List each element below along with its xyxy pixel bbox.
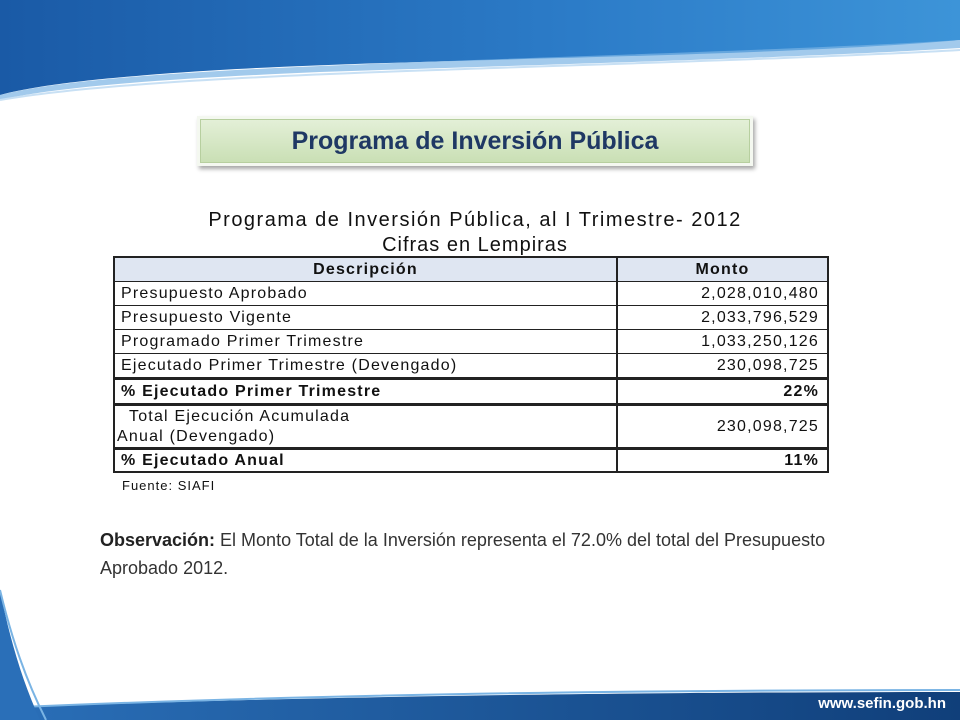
row-label: Programado Primer Trimestre (115, 330, 618, 353)
observation-text: El Monto Total de la Inversión representa el 72.0% del total del Presupuesto Aprobado 2012. (100, 530, 826, 578)
row-label: % Ejecutado Primer Trimestre (115, 380, 618, 403)
table-row (115, 404, 827, 448)
row-label: % Ejecutado Anual (115, 450, 618, 471)
row-label: Ejecutado Primer Trimestre (Devengado) (115, 354, 618, 377)
row-value: 2,033,796,529 (701, 308, 819, 326)
row-value: 22% (783, 382, 819, 400)
investment-table (113, 256, 829, 473)
row-label-multiline (115, 406, 618, 447)
row-value: 230,098,725 (716, 417, 819, 435)
row-label-line2: Anual (Devengado) (117, 427, 276, 445)
table-row (115, 306, 827, 330)
table-row (115, 378, 827, 404)
row-label-line1: Total Ejecución Acumulada (129, 407, 351, 425)
slide-title-banner (197, 116, 753, 166)
row-value: 230,098,725 (716, 356, 819, 374)
footer-swoosh-decoration (0, 560, 960, 720)
table-source: Fuente: SIAFI (122, 478, 216, 493)
observation-label: Observación: (100, 530, 216, 550)
table-title: Programa de Inversión Pública, al I Trimestre- 2012 (208, 209, 742, 231)
slide-title: Programa de Inversión Pública (291, 126, 659, 155)
row-label: Presupuesto Aprobado (115, 282, 618, 305)
table-row (115, 282, 827, 306)
row-label: Presupuesto Vigente (115, 306, 618, 329)
header-amount: Monto (695, 260, 750, 278)
table-subtitle: Cifras en Lempiras (382, 234, 568, 256)
header-swoosh-decoration (0, 0, 960, 110)
row-value: 11% (784, 451, 819, 469)
left-curve-decoration (0, 560, 60, 720)
footer-url: www.sefin.gob.hn (818, 695, 946, 712)
observation-paragraph (100, 526, 890, 582)
header-description: Descripción (115, 258, 618, 281)
table-row (115, 330, 827, 354)
table-header-row (115, 258, 827, 282)
table-row (115, 448, 827, 471)
row-value: 2,028,010,480 (701, 284, 819, 302)
row-value: 1,033,250,126 (701, 332, 819, 350)
table-row (115, 354, 827, 378)
